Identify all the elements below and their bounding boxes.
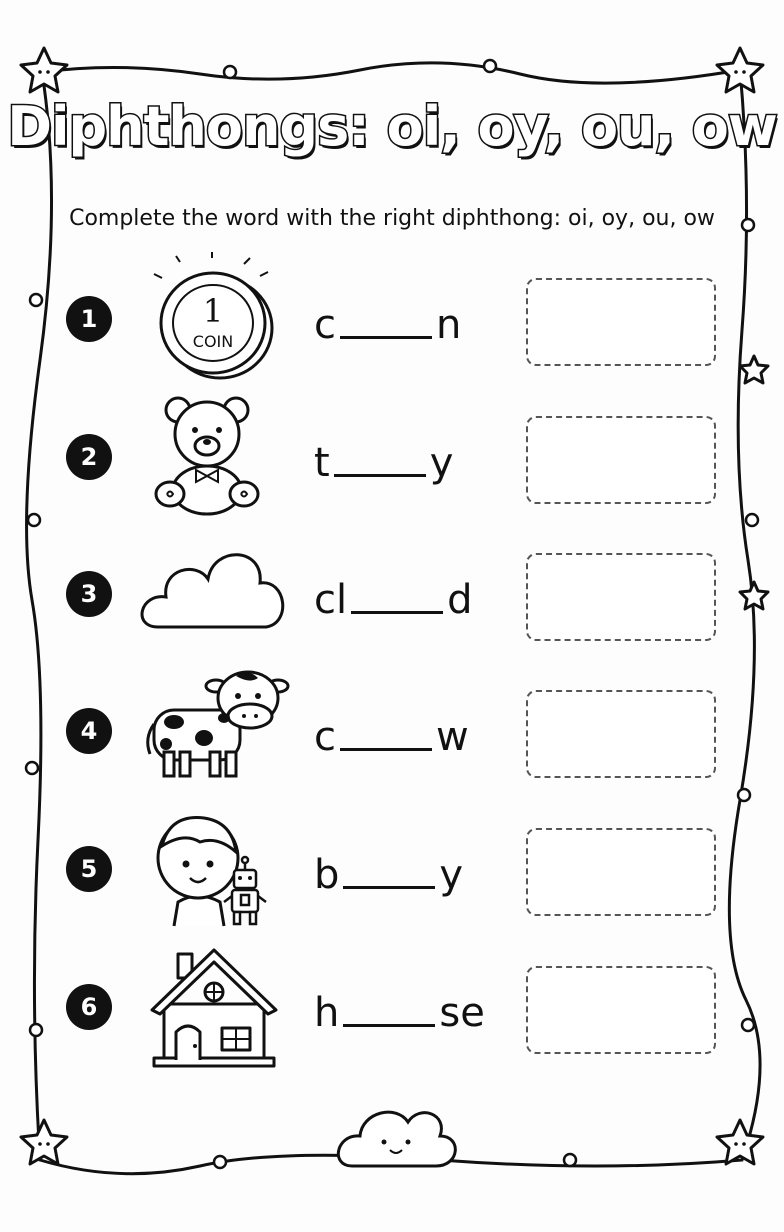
word-prefix: h <box>314 990 340 1036</box>
exercise-row <box>0 535 784 655</box>
item-number: 5 <box>66 846 112 892</box>
house-icon <box>140 940 290 1070</box>
answer-box[interactable] <box>526 828 716 916</box>
teddy-bear-icon <box>140 390 290 520</box>
incomplete-word <box>314 852 463 898</box>
word-suffix: y <box>439 852 464 898</box>
exercise-row <box>0 398 784 518</box>
answer-box[interactable] <box>526 278 716 366</box>
coin-icon <box>140 252 290 382</box>
exercise-row <box>0 948 784 1068</box>
exercise-row <box>0 260 784 380</box>
star-icon <box>717 48 763 92</box>
incomplete-word <box>314 302 461 348</box>
blank-line <box>343 1024 435 1027</box>
incomplete-word <box>314 577 473 623</box>
word-suffix: w <box>436 714 469 760</box>
word-prefix: t <box>314 440 330 486</box>
star-icon <box>717 1120 763 1164</box>
word-suffix: y <box>429 440 454 486</box>
instructions: Complete the word with the right diphthong: oi, oy, ou, ow <box>69 206 715 231</box>
word-prefix: c <box>314 302 336 348</box>
exercise-row <box>0 810 784 930</box>
item-number: 1 <box>66 296 112 342</box>
smiling-cloud-icon <box>338 1112 455 1166</box>
answer-box[interactable] <box>526 966 716 1054</box>
item-number: 3 <box>66 571 112 617</box>
item-number: 4 <box>66 708 112 754</box>
blank-line <box>343 886 435 889</box>
star-icon <box>21 48 67 92</box>
item-number: 6 <box>66 984 112 1030</box>
cow-icon <box>140 664 290 794</box>
blank-line <box>340 748 432 751</box>
coin-value-text: 1 <box>202 292 224 330</box>
incomplete-word <box>314 714 469 760</box>
answer-box[interactable] <box>526 416 716 504</box>
coin-label-text: COIN <box>192 332 234 351</box>
star-icon <box>21 1120 67 1164</box>
answer-box[interactable] <box>526 553 716 641</box>
item-number: 2 <box>66 434 112 480</box>
word-suffix: n <box>436 302 462 348</box>
blank-line <box>351 611 443 614</box>
incomplete-word <box>314 440 453 486</box>
boy-with-robot-icon <box>140 802 290 932</box>
worksheet-title: Diphthongs: oi, oy, ou, ow <box>7 95 777 158</box>
answer-box[interactable] <box>526 690 716 778</box>
word-prefix: c <box>314 714 336 760</box>
cloud-icon <box>140 527 290 657</box>
incomplete-word <box>314 990 485 1036</box>
word-prefix: b <box>314 852 340 898</box>
blank-line <box>334 474 426 477</box>
blank-line <box>340 336 432 339</box>
word-suffix: d <box>447 577 473 623</box>
word-prefix: cl <box>314 577 348 623</box>
word-suffix: se <box>439 990 485 1036</box>
exercise-row <box>0 672 784 792</box>
